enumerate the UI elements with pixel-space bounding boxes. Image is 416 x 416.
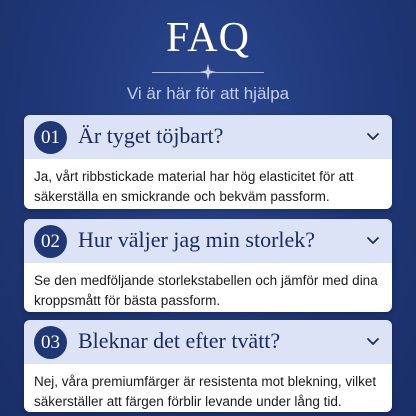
number-badge: 01 <box>34 121 67 154</box>
faq-question-row[interactable] <box>24 219 392 263</box>
number-badge: 03 <box>34 326 67 359</box>
title-divider <box>0 64 416 80</box>
faq-question: Bleknar det efter tvätt? <box>78 328 281 353</box>
faq-item <box>24 320 392 412</box>
faq-answer: Se den medföljande storlekstabellen och jämför med dina kroppsmått för bästa passform. <box>34 273 378 308</box>
faq-item <box>24 115 392 209</box>
faq-item <box>24 219 392 312</box>
chevron-down-icon[interactable] <box>366 129 380 143</box>
page-title: FAQ <box>166 15 250 61</box>
chevron-down-icon[interactable] <box>366 233 380 247</box>
faq-question: Hur väljer jag min storlek? <box>78 227 316 252</box>
faq-question-row[interactable] <box>24 115 392 159</box>
faq-question: Är tyget töjbart? <box>78 123 224 148</box>
number-badge: 02 <box>34 225 67 258</box>
page-subtitle: Vi är här för att hjälpa <box>126 84 290 103</box>
faq-answer: Nej, våra premiumfärger är resistenta mot blekning, vilket säkerställer att färgen förblir levande under lång tid. <box>34 374 377 409</box>
divider-line-left <box>152 72 204 73</box>
faq-answer: Ja, vårt ribbstickade material har hög elasticitet för att säkerställa en smickrande och bekväm passform. <box>34 169 354 204</box>
divider-line-right <box>212 72 264 73</box>
faq-question-row[interactable] <box>24 320 392 364</box>
chevron-down-icon[interactable] <box>366 334 380 348</box>
